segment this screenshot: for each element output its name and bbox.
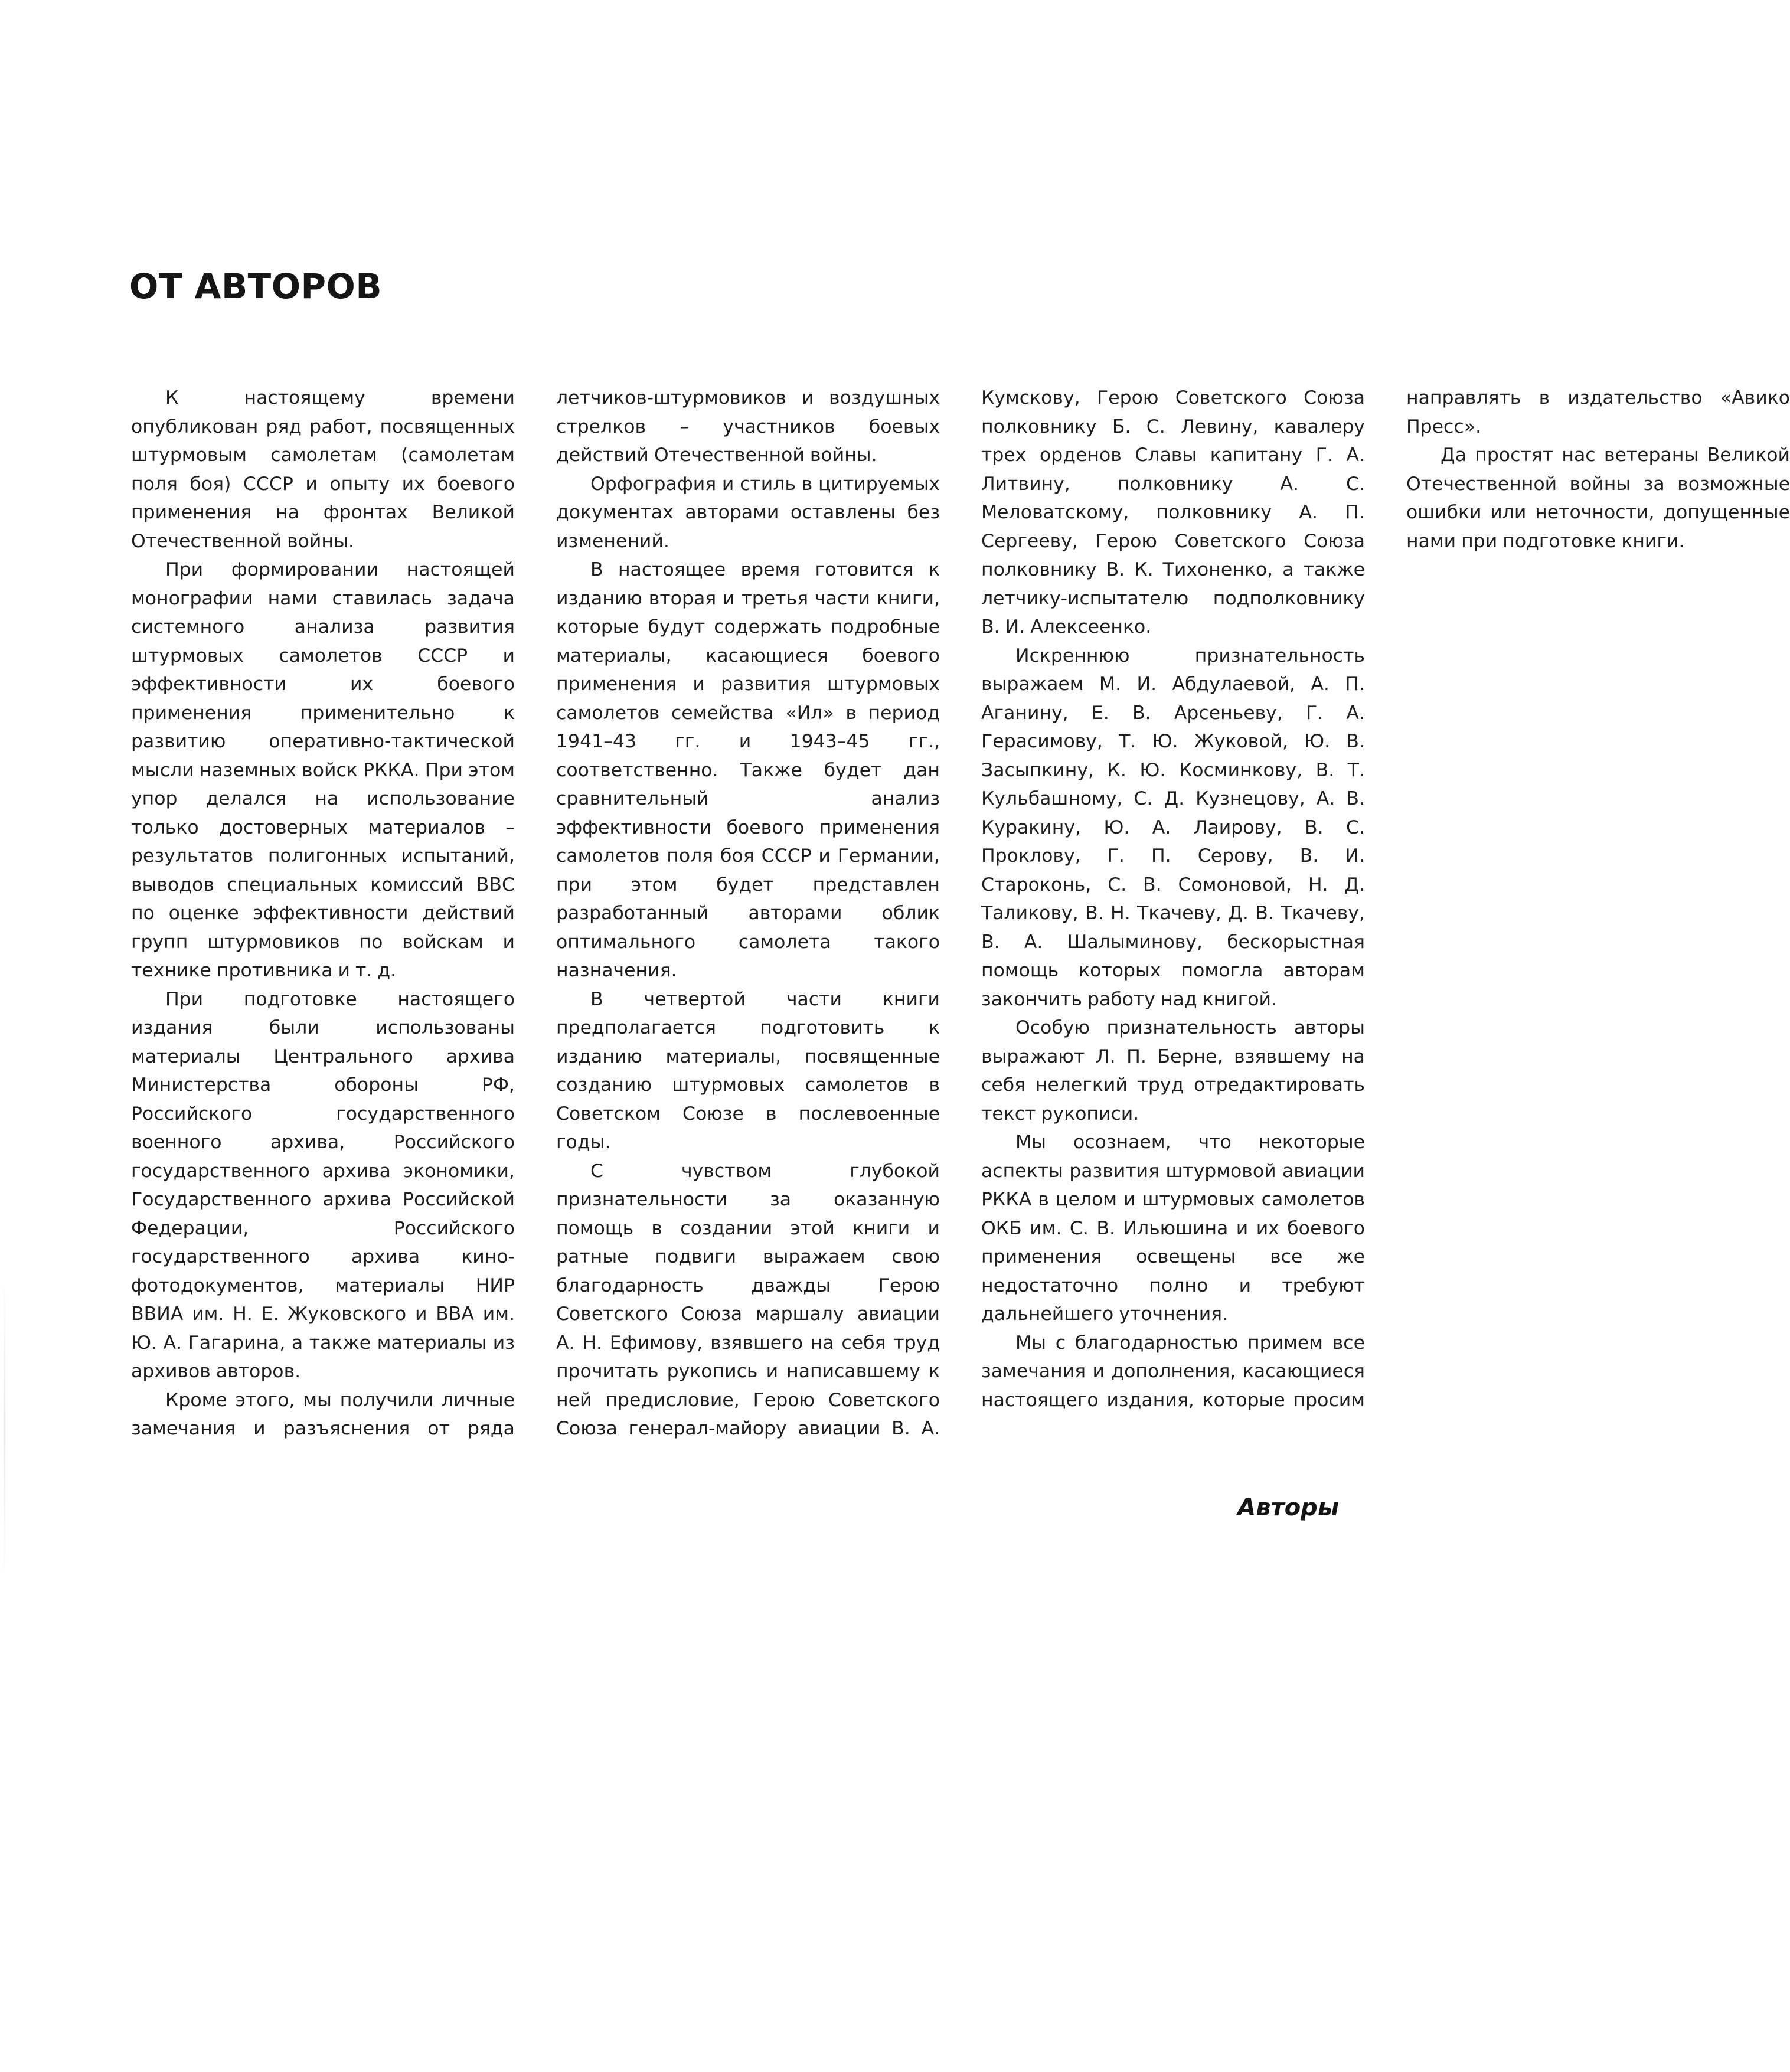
paragraph: Мы с благодарностью примем все замечания и дополнения, касающиеся настоящего издания, которые просим направлять в издательство «Авико Пресс».	[981, 387, 1790, 1411]
authors-signature: Авторы	[1237, 1494, 1339, 1521]
paragraph: Мы осознаем, что некоторые аспекты развития штурмовой авиации РККА в целом и штурмовых самолетов ОКБ им. С. В. Ильюшина и их боевого применения освещены все же недостаточно полно и требуют дальнейшего уточнения.	[981, 1132, 1365, 1325]
paragraph: Особую признательность авторы выражают Л. П. Берне, взявшему на себя нелегкий труд отредактировать текст рукописи.	[981, 1017, 1365, 1125]
paragraph: В четвертой части книги предполагается подготовить к изданию материалы, посвященные созданию штурмовых самолетов в Советском Союзе в послевоенные годы.	[556, 988, 940, 1153]
paragraph: Орфография и стиль в цитируемых документах авторами оставлены без изменений.	[556, 473, 940, 552]
paragraph: При подготовке настоящего издания были использованы материалы Центрального архива Министерства обороны РФ, Российского государственного военного архива, Российского государственного архива экономики, Государственного архива Российской Федерации, Российского государственного архива кино-фотодокументов, материалы НИР ВВИА им. Н. Е. Жуковского и ВВА им. Ю. А. Гагарина, а также материалы из архивов авторов.	[131, 988, 515, 1382]
paragraph: Кроме этого, мы получили личные замечания и разъяснения от ряда летчиков-штурмовиков и воздушных стрелков – участников боевых действий Отечественной войны.	[131, 387, 940, 1439]
paragraph: С чувством глубокой признательности за оказанную помощь в создании этой книги и ратные подвиги выражаем свою благодарность дважды Герою Советского Союза маршалу авиации А. Н. Ефимову, взявшего на себя труд прочитать рукопись и написавшему к ней предисловие, Герою Советского Союза генерал-майору авиации В. А. Кумскову, Герою Советского Союза полковнику Б. С. Левину, кавалеру трех орденов Славы капитану Г. А. Литвину, полковнику А. С. Меловатскому, полковнику А. П. Сергееву, Герою Советского Союза полковнику В. К. Тихоненко, а также летчику-испытателю подполковнику В. И. Алексеенко.	[556, 387, 1365, 1439]
paragraph: При формировании настоящей монографии нами ставилась задача системного анализа развития штурмовых самолетов СССР и эффективности их боевого применения применительно к развитию оперативно-тактической мысли наземных войск РККА. При этом упор делался на использование только достоверных материалов – результатов полигонных испытаний, выводов специальных комиссий ВВС по оценке эффективности действий групп штурмовиков по войскам и технике противника и т. д.	[131, 559, 515, 981]
paragraph: Искреннюю признательность выражаем М. И. Абдулаевой, А. П. Аганину, Е. В. Арсеньеву, Г. А. Герасимову, Т. Ю. Жуковой, Ю. В. Засыпкину, К. Ю. Косминкову, В. Т. Кульбашному, С. Д. Кузнецову, А. В. Куракину, Ю. А. Лаирову, В. С. Проклову, Г. П. Серову, В. И. Староконь, С. В. Сомоновой, Н. Д. Таликову, В. Н. Ткачеву, Д. В. Ткачеву, В. А. Шалыминову, бескорыстная помощь которых помогла авторам закончить работу над книгой.	[981, 645, 1365, 1010]
body-text-columns	[131, 384, 1790, 1458]
paragraph: Да простят нас ветераны Великой Отечественной войны за возможные ошибки или неточности, допущенные нами при подготовке книги.	[1406, 445, 1790, 552]
paragraph: К настоящему времени опубликован ряд работ, посвященных штурмовым самолетам (самолетам поля боя) СССР и опыту их боевого применения на фронтах Великой Отечественной войны.	[131, 387, 515, 552]
paragraph: В настоящее время готовится к изданию вторая и третья части книги, которые будут содержать подробные материалы, касающиеся боевого применения и развития штурмовых самолетов семейства «Ил» в период 1941–43 гг. и 1943–45 гг., соответственно. Также будет дан сравнительный анализ эффективности боевого применения самолетов поля боя СССР и Германии, при этом будет представлен разработанный авторами облик оптимального самолета такого назначения.	[556, 559, 940, 981]
scan-edge-shadow	[4, 1275, 5, 1582]
page-title: ОТ АВТОРОВ	[129, 266, 383, 306]
